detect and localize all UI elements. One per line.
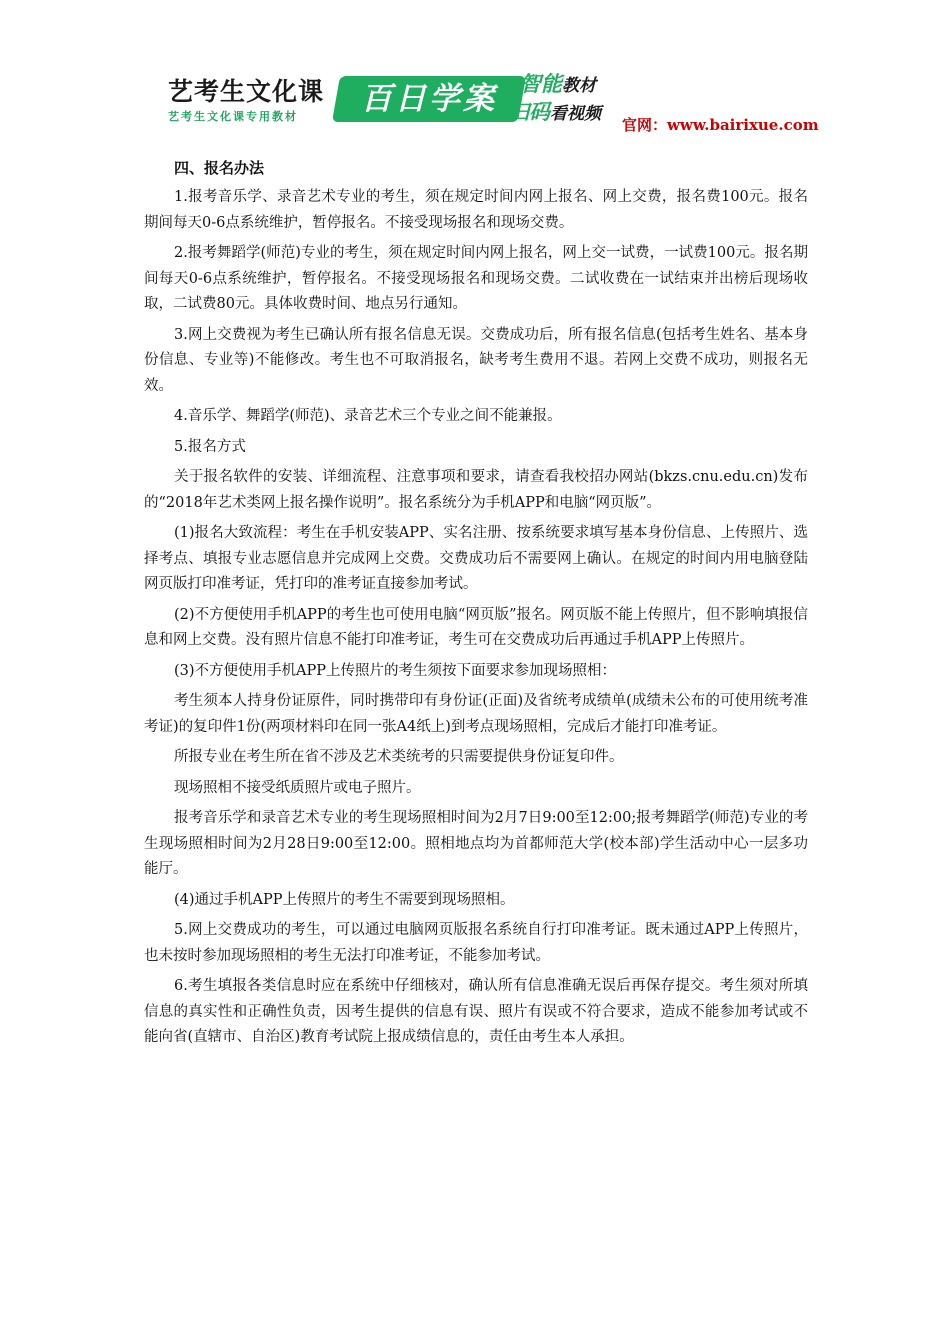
paragraph: 6.考生填报各类信息时应在系统中仔细核对，确认所有信息准确无误后再保存提交。考生须对所填信息的真实性和正确性负责，因考生提供的信息有误、照片有误或不符合要求，造成不能参加考试或不能向省(直辖市、自治区)教育考试院上报成绩信息的，责任由考生本人承担。 — [144, 978, 808, 1045]
slogan-video: 看视频 — [550, 104, 601, 124]
paragraph: (3)不方便使用手机APP上传照片的考生须按下面要求参加现场照相： — [174, 662, 617, 679]
brand-subtitle: 艺考生文化课专用教材 — [168, 110, 298, 123]
paragraph: 5.报名方式 — [174, 438, 246, 455]
paragraph: 报考音乐学和录音艺术专业的考生现场照相时间为2月7日9:00至12:00;报考舞蹈学(师范)专业的考生现场照相时间为2月28日9:00至12:00。照相地点均为首都师范大学(校本部)学生活动中心一层多功能厅。 — [144, 810, 808, 877]
paragraph: 5.网上交费成功的考生，可以通过电脑网页版报名系统自行打印准考证。既未通过APP上传照片，也未按时参加现场照相的考生无法打印准考证，不能参加考试。 — [144, 922, 808, 964]
section-title: 四、报名办法 — [174, 159, 265, 177]
paragraph: (4)通过手机APP上传照片的考生不需要到现场照相。 — [174, 891, 515, 908]
brand-title: 艺考生文化课 — [168, 77, 325, 106]
paragraph: (2)不方便使用手机APP的考生也可使用电脑“网页版”报名。网页版不能上传照片，但不影响填报信息和网上交费。没有照片信息不能打印准考证，考生可在交费成功后再通过手机APP上传照片。 — [144, 606, 808, 648]
website-link[interactable]: 官网：www.bairixue.com — [622, 116, 819, 134]
paragraph: 现场照相不接受纸质照片或电子照片。 — [174, 779, 421, 796]
paragraph: 所报专业在考生所在省不涉及艺术类统考的只需要提供身份证复印件。 — [174, 749, 624, 765]
header-banner — [168, 72, 819, 134]
paragraph: 4.音乐学、舞蹈学(师范)、录音艺术三个专业之间不能兼报。 — [174, 408, 562, 424]
slogan-smart: 智能 — [520, 72, 562, 96]
paragraph: 考生须本人持身份证原件，同时携带印有身份证(正面)及省统考成绩单(成绩未公布的可使用统考准考证)的复印件1份(两项材料印在同一张A4纸上)到考点现场照相，完成后才能打印准考证。 — [144, 693, 808, 735]
paragraph: 2.报考舞蹈学(师范)专业的考生，须在规定时间内网上报名，网上交一试费，一试费100元。报名期间每天0-6点系统维护，暂停报名。不接受现场报名和现场交费。二试收费在一试结束并出榜后现场收取，二试费80元。具体收费时间、地点另行通知。 — [144, 245, 808, 312]
brand-block — [168, 78, 324, 124]
paragraph: 关于报名软件的安装、详细流程、注意事项和要求，请查看我校招办网站(bkzs.cnu.edu.cn)发布的“2018年艺术类网上报名操作说明”。报名系统分为手机APP和电脑“网页版”。 — [144, 469, 808, 511]
paragraph: 1.报考音乐学、录音艺术专业的考生，须在规定时间内网上报名、网上交费，报名费100元。报名期间每天0-6点系统维护，暂停报名。不接受现场报名和现场交费。 — [144, 189, 808, 231]
paragraph: 3.网上交费视为考生已确认所有报名信息无误。交费成功后，所有报名信息(包括考生姓名、基本身份信息、专业等)不能修改。考生也不可取消报名，缺考考生费用不退。若网上交费不成功，则报名无效。 — [144, 326, 808, 394]
paragraph: (1)报名大致流程：考生在手机安装APP、实名注册、按系统要求填写基本身份信息、上传照片、选择考点、填报专业志愿信息并完成网上交费。交费成功后不需要网上确认。在规定的时间内用电脑登陆网页版打印准考证，凭打印的准考证直接参加考试。 — [144, 525, 808, 592]
logo — [332, 76, 526, 122]
document-body — [144, 155, 808, 1051]
slogan — [508, 72, 601, 126]
slogan-textbook: 教材 — [562, 76, 596, 96]
logo-text: 百日学案 — [361, 81, 497, 117]
slogan-scan: 扫码 — [508, 100, 550, 124]
